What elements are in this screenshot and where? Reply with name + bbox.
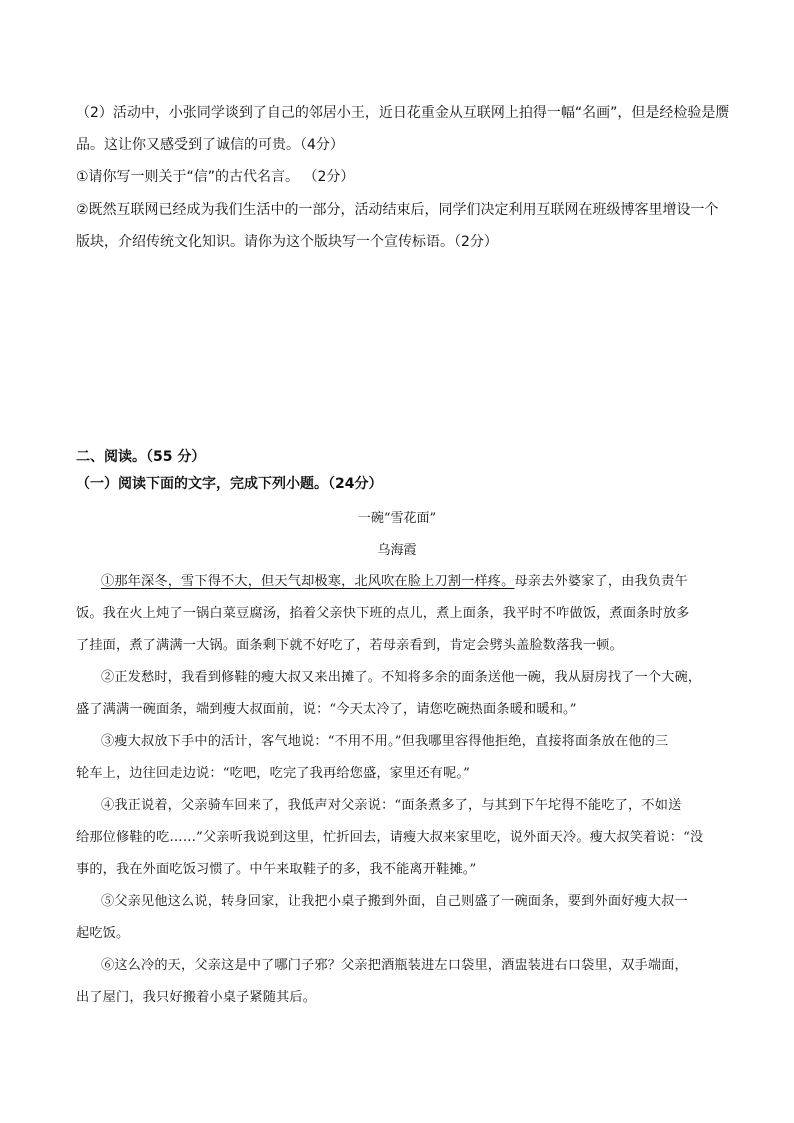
underlined-sentence: ①那年深冬，雪下得不大，但天气却极寒，北风吹在脸上刀割一样疼。 xyxy=(101,574,515,589)
paragraph-4-line-2: 给那位修鞋的吃……”父亲听我说到这里，忙折回去，请瘦大叔来家里吃，说外面天冷。瘦大叔笑着说：“没 xyxy=(76,830,704,845)
article-title: 一碗“雪花面” xyxy=(357,511,437,526)
paragraph-4-line-3: 事的，我在外面吃饭习惯了。中午来取鞋子的多，我不能离开鞋摊。” xyxy=(76,862,477,877)
article-author: 乌海霞 xyxy=(377,543,417,558)
paragraph-2-line-1: ②正发愁时，我看到修鞋的瘦大叔又来出摊了。不知将多余的面条送他一碗，我从厨房找了一个大碗， xyxy=(101,670,702,685)
paragraph-2-line-2: 盛了满满一碗面条，端到瘦大叔面前，说：“今天太冷了，请您吃碗热面条暖和暖和。” xyxy=(76,702,577,717)
section-heading: 二、阅读。（55 分） xyxy=(76,449,206,465)
reading-instruction: （一）阅读下面的文字，完成下列小题。（24分） xyxy=(76,476,383,492)
sub-question-1: ①请你写一则关于“信”的古代名言。 （2分） xyxy=(76,169,355,185)
paragraph-5-line-1: ⑤父亲见他这么说，转身回家，让我把小桌子搬到外面，自己则盛了一碗面条，要到外面好瘦大叔一 xyxy=(101,894,688,909)
paragraph-6-line-2: 出了屋门，我只好搬着小桌子紧随其后。 xyxy=(76,990,317,1005)
paragraph-1-line-3: 了挂面，煮了满满一大锅。面条剩下就不好吃了，若母亲看到，肯定会劈头盖脸数落我一顿。 xyxy=(76,638,623,653)
paragraph-3-line-1: ③瘦大叔放下手中的活计，客气地说：“不用不用。”但我哪里容得他拒绝，直接将面条放在他的三 xyxy=(101,734,669,749)
question-2-line-2: 品。这让你又感受到了诚信的可贵。（4分） xyxy=(76,137,344,153)
sub-question-2-line-2: 版块，介绍传统文化知识。请你为这个版块写一个宣传标语。（2分） xyxy=(76,234,498,250)
paragraph-6-line-1: ⑥这么冷的天，父亲这是中了哪门子邪？父亲把酒瓶装进左口袋里，酒盅装进右口袋里，双手端面， xyxy=(101,958,688,973)
paragraph-1-line-1: ①那年深冬，雪下得不大，但天气却极寒，北风吹在脸上刀割一样疼。母亲去外婆家了，由我负责午 xyxy=(101,574,688,589)
paragraph-5-line-2: 起吃饭。 xyxy=(76,926,130,941)
paragraph-4-line-1: ④我正说着，父亲骑车回来了，我低声对父亲说：“面条煮多了，与其到下午坨得不能吃了，不如送 xyxy=(101,798,682,813)
paragraph-1-line-2: 饭。我在火上炖了一锅白菜豆腐汤，掐着父亲快下班的点儿，煮上面条，我平时不咋做饭，煮面条时放多 xyxy=(76,606,690,621)
paragraph-3-line-2: 轮车上，边往回走边说：“吃吧，吃完了我再给您盛，家里还有呢。” xyxy=(76,766,470,781)
question-2-line-1: （2）活动中，小张同学谈到了自己的邻居小王，近日花重金从互联网上拍得一幅“名画”，但是经检验是赝 xyxy=(76,105,730,121)
sub-question-2-line-1: ②既然互联网已经成为我们生活中的一部分，活动结束后，同学们决定利用互联网在班级博客里增设一个 xyxy=(76,202,719,218)
